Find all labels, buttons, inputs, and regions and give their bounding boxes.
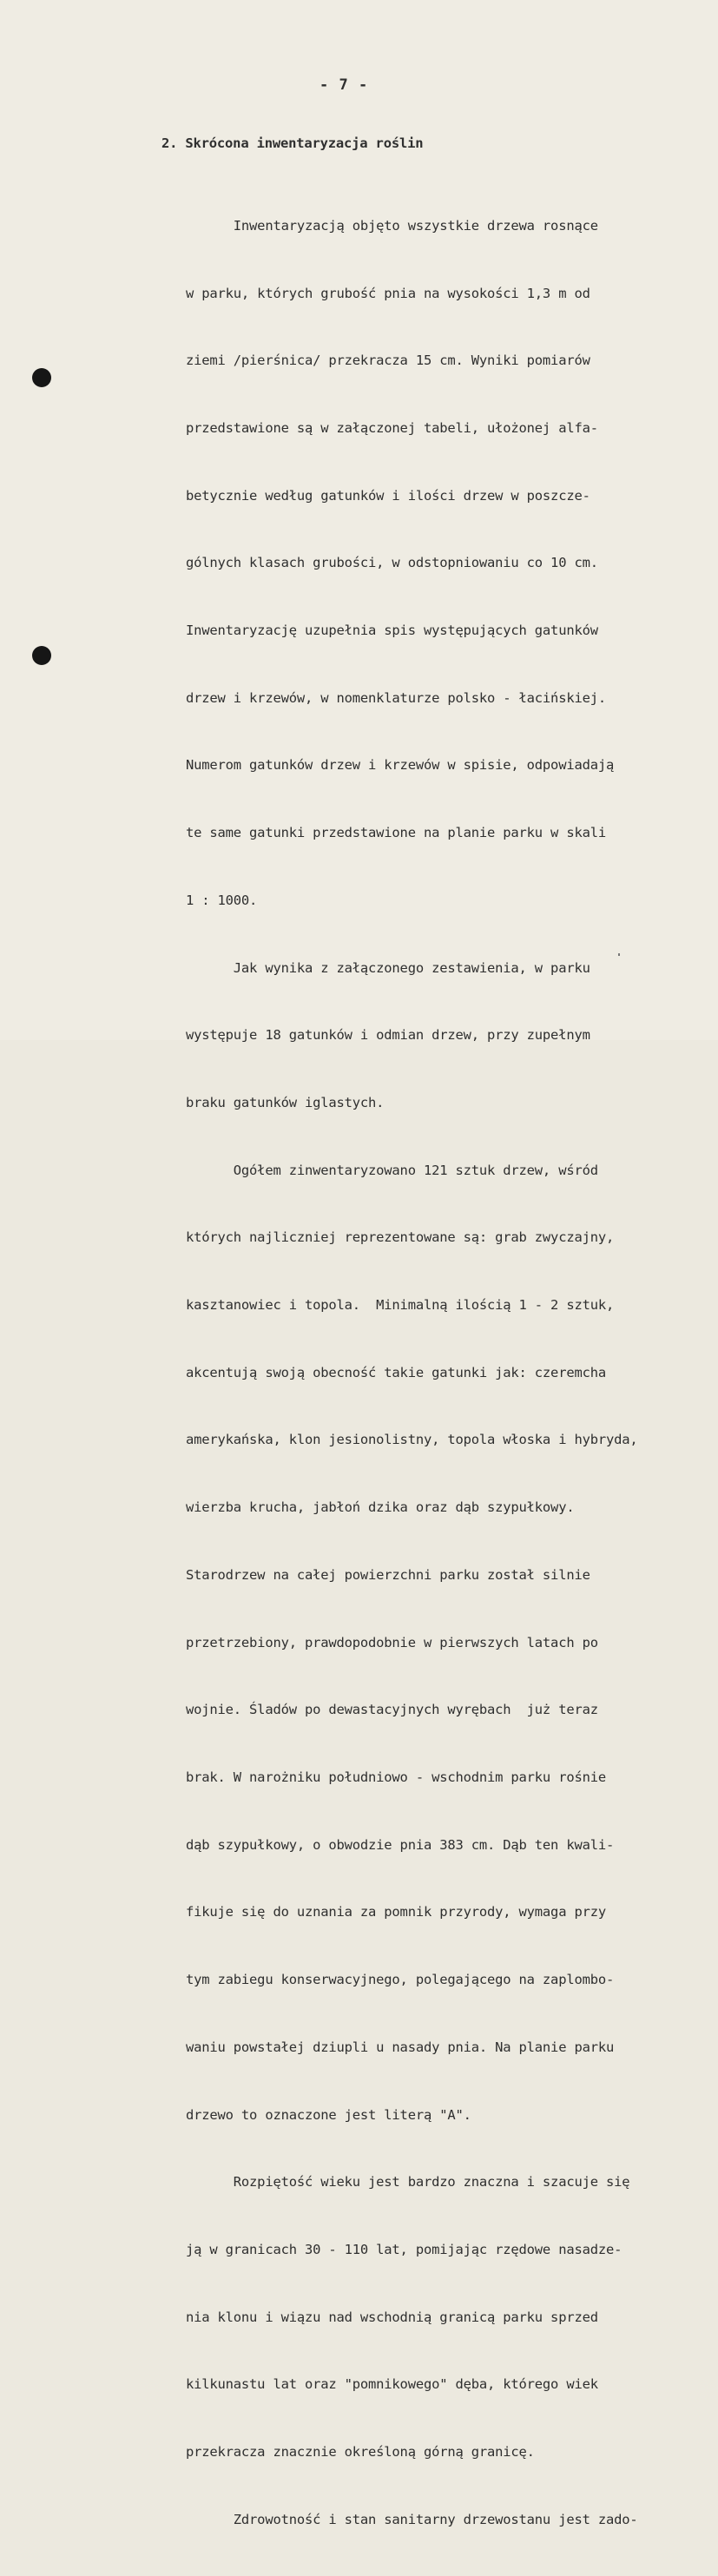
text-line: betycznie według gatunków i ilości drzew w poszcze- (186, 487, 590, 504)
body-text (186, 170, 638, 2576)
text-line: nia klonu i wiązu nad wschodnią granicą parku sprzed (186, 2309, 598, 2325)
text-line: braku gatunków iglastych. (186, 1094, 385, 1110)
text-line: fikuje się do uznania za pomnik przyrody, wymaga przy (186, 1904, 606, 1920)
text-line: Ogółem zinwentaryzowano 121 sztuk drzew, wśród (186, 1162, 598, 1178)
text-line: drzew i krzewów, w nomenklaturze polsko - łacińskiej. (186, 689, 606, 706)
text-line: przedstawione są w załączonej tabeli, ułożonej alfa- (186, 419, 598, 436)
text-line: brak. W narożniku południowo - wschodnim parku rośnie (186, 1769, 606, 1785)
text-line: Starodrzew na całej powierzchni parku został silnie (186, 1566, 590, 1583)
text-line: ziemi /pierśnica/ przekracza 15 cm. Wyniki pomiarów (186, 352, 590, 369)
text-line: Inwentaryzacją objęto wszystkie drzewa rosnące (186, 217, 598, 234)
text-line: amerykańska, klon jesionolistny, topola włoska i hybryda, (186, 1432, 638, 1448)
text-line: wierzba krucha, jabłoń dzika oraz dąb szypułkowy. (186, 1499, 575, 1516)
text-line: Zdrowotność i stan sanitarny drzewostanu jest zado- (186, 2511, 638, 2527)
text-line: których najliczniej reprezentowane są: grab zwyczajny, (186, 1229, 615, 1246)
text-line: akcentują swoją obecność takie gatunki jak: czeremcha (186, 1364, 606, 1380)
text-line: Inwentaryzację uzupełnia spis występujących gatunków (186, 623, 598, 639)
text-line: 1 : 1000. (186, 892, 258, 908)
text-line: Rozpiętość wieku jest bardzo znaczna i szacuje się (186, 2174, 630, 2191)
text-line: waniu powstałej dziupli u nasady pnia. Na planie parku (186, 2039, 615, 2055)
section-heading: 2. Skrócona inwentaryzacja roślin (161, 135, 424, 151)
ink-speck (618, 953, 620, 956)
text-line: dąb szypułkowy, o obwodzie pnia 383 cm. Dąb ten kwali- (186, 1836, 615, 1853)
text-line: przekracza znacznie określoną górną granicę. (186, 2444, 535, 2461)
text-line: Numerom gatunków drzew i krzewów w spisie, odpowiadają (186, 757, 615, 774)
text-line: w parku, których grubość pnia na wysokości 1,3 m od (186, 285, 590, 301)
punch-hole (32, 646, 51, 665)
text-line: wojnie. Śladów po dewastacyjnych wyrębach już teraz (186, 1702, 598, 1718)
text-line: te same gatunki przedstawione na planie parku w skali (186, 825, 606, 841)
text-line: występuje 18 gatunków i odmian drzew, przy zupełnym (186, 1027, 590, 1044)
text-line: kilkunastu lat oraz "pomnikowego" dęba, którego wiek (186, 2376, 598, 2393)
text-line: ją w granicach 30 - 110 lat, pomijając rzędowe nasadze- (186, 2241, 622, 2257)
text-line: gólnych klasach grubości, w odstopniowaniu co 10 cm. (186, 555, 598, 571)
page-number: - 7 - (319, 76, 369, 94)
punch-hole (32, 368, 51, 387)
text-line: tym zabiegu konserwacyjnego, polegającego na zaplombo- (186, 1972, 615, 1988)
text-line: przetrzebiony, prawdopodobnie w pierwszych latach po (186, 1634, 598, 1650)
text-line: drzewo to oznaczone jest literą "A". (186, 2106, 471, 2123)
text-line: kasztanowiec i topola. Minimalną ilością 1 - 2 sztuk, (186, 1297, 615, 1314)
text-line: Jak wynika z załączonego zestawienia, w parku (186, 959, 590, 976)
